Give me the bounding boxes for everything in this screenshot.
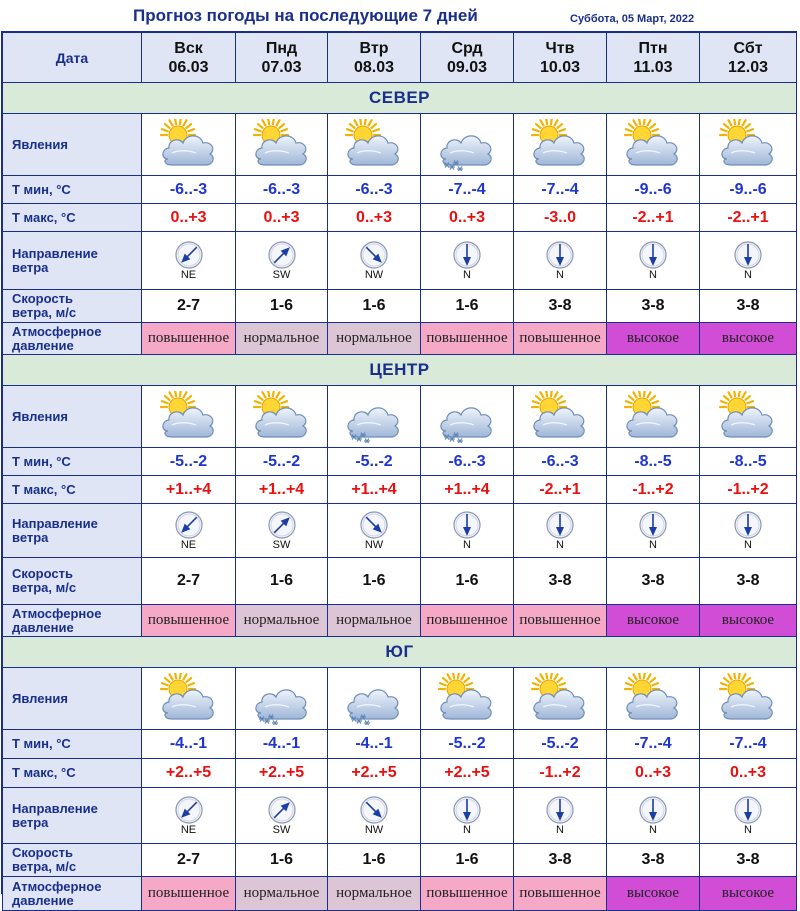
cloud-snow-icon bbox=[436, 391, 498, 443]
weather-cell bbox=[236, 386, 328, 448]
phenomena-label bbox=[3, 668, 142, 730]
wind-direction-compass-icon bbox=[545, 240, 575, 270]
pressure-label bbox=[3, 877, 142, 911]
region-header-row bbox=[3, 355, 797, 386]
wind-direction-label-line: ветра bbox=[12, 529, 49, 545]
wind-direction-cell bbox=[236, 788, 328, 844]
wind-speed-value: 3-8 bbox=[700, 290, 797, 323]
cloud-sun-icon bbox=[622, 673, 684, 725]
weather-cell bbox=[607, 386, 700, 448]
pressure-label-line: Атмосферное bbox=[12, 605, 102, 621]
region-name: СЕВЕР bbox=[3, 83, 797, 114]
cloud-sun-icon bbox=[158, 391, 220, 443]
phenomena-row bbox=[3, 386, 797, 448]
region-name: ЦЕНТР bbox=[3, 355, 797, 386]
weather-cell bbox=[142, 386, 236, 448]
wind-speed-value: 3-8 bbox=[607, 290, 700, 323]
tmax-value: -3..0 bbox=[514, 204, 607, 232]
phenomena-label-line: Явления bbox=[12, 408, 68, 424]
wind-speed-value: 1-6 bbox=[328, 844, 421, 877]
day-date: 08.03 bbox=[353, 58, 395, 76]
tmin-value: -4..-1 bbox=[236, 730, 328, 759]
wind-speed-label-line: Скорость bbox=[12, 845, 73, 860]
weather-cell bbox=[142, 668, 236, 730]
wind-direction-label-line: ветра bbox=[12, 259, 49, 275]
weather-cell bbox=[421, 668, 514, 730]
wind-speed-value: 3-8 bbox=[607, 844, 700, 877]
wind-direction-compass-icon bbox=[174, 795, 204, 825]
wind-direction-compass-icon bbox=[267, 795, 297, 825]
tmin-value: -7..-4 bbox=[421, 176, 514, 204]
pressure-value: повышенное bbox=[142, 605, 236, 637]
date-header-label: Дата bbox=[3, 33, 142, 83]
wind-speed-label-line: Скорость bbox=[12, 566, 73, 581]
day-date: 10.03 bbox=[539, 58, 581, 76]
tmax-row bbox=[3, 476, 797, 504]
tmax-value: 0..+3 bbox=[421, 204, 514, 232]
wind-direction-compass-icon bbox=[733, 240, 763, 270]
wind-direction-cell bbox=[514, 788, 607, 844]
wind-direction-compass-icon bbox=[174, 510, 204, 540]
tmin-value: -7..-4 bbox=[514, 176, 607, 204]
tmin-row bbox=[3, 730, 797, 759]
weather-cell bbox=[607, 668, 700, 730]
page-title: Прогноз погоды на последующие 7 дней bbox=[133, 6, 478, 25]
tmin-value: -6..-3 bbox=[328, 176, 421, 204]
day-header bbox=[607, 33, 700, 83]
day-header bbox=[236, 33, 328, 83]
days-header-row bbox=[3, 33, 797, 83]
tmax-value: +1..+4 bbox=[421, 476, 514, 504]
tmax-row bbox=[3, 759, 797, 788]
pressure-label-line: давление bbox=[12, 337, 74, 353]
tmin-value: -5..-2 bbox=[328, 448, 421, 476]
wind-speed-value: 1-6 bbox=[421, 844, 514, 877]
weather-cell bbox=[700, 386, 797, 448]
weather-cell bbox=[421, 386, 514, 448]
tmin-value: -6..-3 bbox=[236, 176, 328, 204]
day-date: 11.03 bbox=[633, 58, 673, 76]
tmin-label bbox=[3, 730, 142, 759]
weather-cell bbox=[514, 386, 607, 448]
wind-direction-text: N bbox=[649, 269, 657, 281]
pressure-value: повышенное bbox=[142, 877, 236, 911]
day-name: Вск bbox=[174, 39, 203, 57]
day-name: Втр bbox=[359, 39, 389, 57]
day-date: 06.03 bbox=[168, 58, 209, 76]
wind-direction-compass-icon bbox=[638, 510, 668, 540]
wind-speed-label bbox=[3, 558, 142, 605]
tmax-value: +1..+4 bbox=[236, 476, 328, 504]
wind-speed-value: 3-8 bbox=[700, 844, 797, 877]
wind-direction-cell bbox=[700, 788, 797, 844]
tmax-value: -1..+2 bbox=[607, 476, 700, 504]
tmax-value: 0..+3 bbox=[700, 759, 797, 788]
tmax-value: -1..+2 bbox=[514, 759, 607, 788]
wind-direction-compass-icon bbox=[359, 510, 389, 540]
wind-speed-value: 2-7 bbox=[142, 558, 236, 605]
tmin-value: -6..-3 bbox=[514, 448, 607, 476]
wind-direction-cell bbox=[142, 788, 236, 844]
tmin-value: -5..-2 bbox=[236, 448, 328, 476]
day-name: Срд bbox=[451, 39, 483, 57]
weather-cell bbox=[236, 114, 328, 176]
weather-cell bbox=[514, 668, 607, 730]
wind-direction-compass-icon bbox=[545, 795, 575, 825]
page-header bbox=[0, 0, 800, 32]
wind-direction-compass-icon bbox=[267, 240, 297, 270]
pressure-value: нормальное bbox=[236, 877, 328, 911]
wind-direction-text: N bbox=[649, 824, 657, 836]
region-header-row bbox=[3, 637, 797, 668]
wind-direction-cell bbox=[421, 232, 514, 290]
pressure-value: высокое bbox=[700, 877, 797, 911]
pressure-value: нормальное bbox=[236, 323, 328, 355]
wind-direction-label bbox=[3, 504, 142, 558]
cloud-sun-icon bbox=[158, 119, 220, 171]
weather-cell bbox=[236, 668, 328, 730]
tmin-row bbox=[3, 448, 797, 476]
pressure-value: высокое bbox=[607, 605, 700, 637]
wind-speed-row bbox=[3, 844, 797, 877]
pressure-value: повышенное bbox=[421, 877, 514, 911]
wind-direction-text: SW bbox=[272, 269, 291, 281]
wind-direction-cell bbox=[328, 504, 421, 558]
wind-direction-compass-icon bbox=[452, 240, 482, 270]
day-header bbox=[514, 33, 607, 83]
tmax-label-line: Т макс, °С bbox=[12, 765, 76, 780]
pressure-value: высокое bbox=[607, 323, 700, 355]
wind-speed-label bbox=[3, 844, 142, 877]
pressure-value: высокое bbox=[700, 605, 797, 637]
wind-direction-cell bbox=[142, 232, 236, 290]
tmax-value: -2..+1 bbox=[607, 204, 700, 232]
tmax-label-line: Т макс, °С bbox=[12, 481, 76, 497]
wind-direction-cell bbox=[700, 232, 797, 290]
tmin-value: -7..-4 bbox=[700, 730, 797, 759]
wind-direction-compass-icon bbox=[733, 795, 763, 825]
wind-speed-value: 3-8 bbox=[700, 558, 797, 605]
wind-direction-cell bbox=[142, 504, 236, 558]
wind-direction-text: NE bbox=[180, 269, 197, 281]
region-header-row bbox=[3, 83, 797, 114]
wind-direction-compass-icon bbox=[452, 795, 482, 825]
wind-direction-label-line: Направление bbox=[12, 245, 98, 261]
wind-speed-value: 1-6 bbox=[236, 558, 328, 605]
wind-speed-label-line: ветра, м/с bbox=[12, 859, 77, 874]
cloud-sun-icon bbox=[529, 391, 591, 443]
wind-direction-label-line: Направление bbox=[12, 515, 98, 531]
cloud-sun-icon bbox=[529, 119, 591, 171]
cloud-sun-icon bbox=[251, 119, 313, 171]
wind-direction-label-line: Направление bbox=[12, 800, 98, 816]
wind-direction-cell bbox=[421, 504, 514, 558]
day-header bbox=[142, 33, 236, 83]
wind-direction-label-line: ветра bbox=[12, 814, 49, 830]
wind-direction-text: N bbox=[463, 539, 471, 551]
wind-direction-cell bbox=[607, 504, 700, 558]
cloud-sun-icon bbox=[158, 673, 220, 725]
weather-cell bbox=[328, 668, 421, 730]
cloud-sun-icon bbox=[717, 673, 779, 725]
day-name: Пнд bbox=[265, 39, 298, 57]
day-date: 07.03 bbox=[261, 58, 302, 76]
current-date: Суббота, 05 Март, 2022 bbox=[570, 13, 695, 25]
day-header bbox=[421, 33, 514, 83]
tmin-value: -9..-6 bbox=[700, 176, 797, 204]
wind-speed-label-line: Скорость bbox=[12, 291, 73, 306]
wind-direction-cell bbox=[607, 788, 700, 844]
cloud-snow-icon bbox=[343, 673, 405, 725]
wind-direction-compass-icon bbox=[359, 240, 389, 270]
tmin-value: -4..-1 bbox=[328, 730, 421, 759]
wind-speed-value: 2-7 bbox=[142, 290, 236, 323]
wind-direction-cell bbox=[236, 504, 328, 558]
pressure-value: повышенное bbox=[514, 323, 607, 355]
wind-direction-text: SW bbox=[272, 824, 291, 836]
weather-cell bbox=[142, 114, 236, 176]
pressure-row bbox=[3, 605, 797, 637]
wind-direction-cell bbox=[328, 232, 421, 290]
wind-direction-text: NE bbox=[180, 824, 197, 836]
phenomena-row bbox=[3, 114, 797, 176]
wind-speed-value: 1-6 bbox=[236, 290, 328, 323]
wind-direction-compass-icon bbox=[174, 240, 204, 270]
pressure-label-line: давление bbox=[12, 619, 74, 635]
wind-direction-row bbox=[3, 788, 797, 844]
pressure-value: нормальное bbox=[328, 323, 421, 355]
wind-direction-compass-icon bbox=[638, 240, 668, 270]
weather-cell bbox=[328, 386, 421, 448]
tmax-label bbox=[3, 759, 142, 788]
wind-direction-compass-icon bbox=[545, 510, 575, 540]
day-header bbox=[328, 33, 421, 83]
pressure-label bbox=[3, 605, 142, 637]
pressure-label-line: давление bbox=[12, 892, 74, 908]
pressure-value: высокое bbox=[607, 877, 700, 911]
pressure-value: повышенное bbox=[514, 605, 607, 637]
forecast-table bbox=[2, 32, 797, 911]
wind-direction-compass-icon bbox=[733, 510, 763, 540]
cloud-sun-icon bbox=[436, 673, 498, 725]
wind-speed-value: 1-6 bbox=[421, 290, 514, 323]
wind-direction-text: N bbox=[463, 269, 471, 281]
phenomena-label bbox=[3, 114, 142, 176]
pressure-row bbox=[3, 877, 797, 911]
tmax-value: -1..+2 bbox=[700, 476, 797, 504]
wind-direction-cell bbox=[700, 504, 797, 558]
tmin-value: -8..-5 bbox=[700, 448, 797, 476]
forecast-table-wrapper bbox=[1, 31, 797, 908]
tmin-row bbox=[3, 176, 797, 204]
wind-direction-text: N bbox=[744, 539, 752, 551]
wind-direction-compass-icon bbox=[638, 795, 668, 825]
wind-direction-cell bbox=[607, 232, 700, 290]
tmax-value: +2..+5 bbox=[421, 759, 514, 788]
cloud-sun-icon bbox=[717, 119, 779, 171]
wind-direction-cell bbox=[421, 788, 514, 844]
tmax-label bbox=[3, 204, 142, 232]
wind-direction-text: N bbox=[463, 824, 471, 836]
wind-direction-cell bbox=[514, 504, 607, 558]
cloud-sun-icon bbox=[529, 673, 591, 725]
cloud-snow-icon bbox=[343, 391, 405, 443]
wind-direction-text: NE bbox=[180, 539, 197, 551]
wind-direction-compass-icon bbox=[359, 795, 389, 825]
weather-cell bbox=[421, 114, 514, 176]
wind-direction-cell bbox=[328, 788, 421, 844]
tmin-value: -6..-3 bbox=[421, 448, 514, 476]
tmin-label bbox=[3, 448, 142, 476]
wind-speed-value: 1-6 bbox=[328, 290, 421, 323]
weather-cell bbox=[328, 114, 421, 176]
weather-cell bbox=[514, 114, 607, 176]
wind-direction-text: N bbox=[556, 269, 564, 281]
pressure-label-line: Атмосферное bbox=[12, 323, 102, 339]
cloud-sun-icon bbox=[622, 119, 684, 171]
wind-direction-compass-icon bbox=[267, 510, 297, 540]
wind-direction-text: SW bbox=[272, 539, 291, 551]
pressure-value: повышенное bbox=[421, 323, 514, 355]
region-name: ЮГ bbox=[3, 637, 797, 668]
tmin-label-line: Т мин, °С bbox=[12, 736, 71, 751]
wind-direction-text: NW bbox=[364, 824, 384, 836]
cloud-sun-icon bbox=[622, 391, 684, 443]
cloud-sun-icon bbox=[251, 391, 313, 443]
wind-speed-label-line: ветра, м/с bbox=[12, 305, 77, 320]
pressure-value: повышенное bbox=[514, 877, 607, 911]
tmin-value: -5..-2 bbox=[514, 730, 607, 759]
weather-cell bbox=[607, 114, 700, 176]
tmax-value: +2..+5 bbox=[236, 759, 328, 788]
tmax-label-line: Т макс, °С bbox=[12, 209, 76, 225]
day-header bbox=[700, 33, 797, 83]
wind-direction-text: NW bbox=[364, 539, 384, 551]
wind-speed-value: 3-8 bbox=[607, 558, 700, 605]
tmin-value: -9..-6 bbox=[607, 176, 700, 204]
tmax-value: 0..+3 bbox=[328, 204, 421, 232]
tmax-value: +2..+5 bbox=[328, 759, 421, 788]
wind-direction-text: N bbox=[744, 269, 752, 281]
wind-direction-cell bbox=[236, 232, 328, 290]
wind-direction-row bbox=[3, 232, 797, 290]
wind-direction-text: N bbox=[649, 539, 657, 551]
weather-cell bbox=[700, 668, 797, 730]
tmax-value: 0..+3 bbox=[142, 204, 236, 232]
wind-speed-value: 3-8 bbox=[514, 844, 607, 877]
pressure-row bbox=[3, 323, 797, 355]
wind-direction-text: N bbox=[744, 824, 752, 836]
wind-speed-row bbox=[3, 290, 797, 323]
day-name: Чтв bbox=[545, 39, 575, 57]
tmax-label bbox=[3, 476, 142, 504]
tmax-value: +1..+4 bbox=[142, 476, 236, 504]
wind-direction-text: NW bbox=[364, 269, 384, 281]
pressure-value: нормальное bbox=[328, 877, 421, 911]
tmin-label-line: Т мин, °С bbox=[12, 181, 71, 197]
pressure-value: нормальное bbox=[328, 605, 421, 637]
wind-speed-value: 3-8 bbox=[514, 558, 607, 605]
wind-speed-value: 3-8 bbox=[514, 290, 607, 323]
wind-direction-label bbox=[3, 788, 142, 844]
tmax-value: +1..+4 bbox=[328, 476, 421, 504]
wind-speed-value: 1-6 bbox=[421, 558, 514, 605]
wind-speed-label-line: ветра, м/с bbox=[12, 580, 77, 595]
phenomena-row bbox=[3, 668, 797, 730]
weather-cell bbox=[700, 114, 797, 176]
wind-direction-label bbox=[3, 232, 142, 290]
wind-speed-value: 2-7 bbox=[142, 844, 236, 877]
wind-speed-value: 1-6 bbox=[236, 844, 328, 877]
wind-speed-label bbox=[3, 290, 142, 323]
pressure-value: нормальное bbox=[236, 605, 328, 637]
wind-speed-row bbox=[3, 558, 797, 605]
cloud-sun-icon bbox=[343, 119, 405, 171]
pressure-label-line: Атмосферное bbox=[12, 878, 102, 894]
wind-speed-value: 1-6 bbox=[328, 558, 421, 605]
pressure-value: повышенное bbox=[142, 323, 236, 355]
wind-direction-cell bbox=[514, 232, 607, 290]
tmax-value: +2..+5 bbox=[142, 759, 236, 788]
cloud-sun-icon bbox=[717, 391, 779, 443]
cloud-snow-icon bbox=[251, 673, 313, 725]
phenomena-label bbox=[3, 386, 142, 448]
day-name: Сбт bbox=[733, 39, 763, 57]
wind-direction-row bbox=[3, 504, 797, 558]
tmin-value: -5..-2 bbox=[142, 448, 236, 476]
phenomena-label-line: Явления bbox=[12, 136, 68, 152]
tmin-label bbox=[3, 176, 142, 204]
day-name: Птн bbox=[638, 39, 668, 57]
tmin-value: -5..-2 bbox=[421, 730, 514, 759]
tmax-value: 0..+3 bbox=[607, 759, 700, 788]
pressure-value: повышенное bbox=[421, 605, 514, 637]
day-date: 09.03 bbox=[446, 58, 488, 76]
day-date: 12.03 bbox=[727, 58, 769, 76]
phenomena-label-line: Явления bbox=[12, 690, 68, 706]
tmin-value: -6..-3 bbox=[142, 176, 236, 204]
tmin-label-line: Т мин, °С bbox=[12, 453, 71, 469]
pressure-value: высокое bbox=[700, 323, 797, 355]
wind-direction-text: N bbox=[556, 539, 564, 551]
tmax-value: -2..+1 bbox=[514, 476, 607, 504]
tmax-row bbox=[3, 204, 797, 232]
tmax-value: 0..+3 bbox=[236, 204, 328, 232]
tmax-value: -2..+1 bbox=[700, 204, 797, 232]
tmin-value: -7..-4 bbox=[607, 730, 700, 759]
pressure-label bbox=[3, 323, 142, 355]
tmin-value: -4..-1 bbox=[142, 730, 236, 759]
wind-direction-text: N bbox=[556, 824, 564, 836]
wind-direction-compass-icon bbox=[452, 510, 482, 540]
cloud-snow-icon bbox=[436, 119, 498, 171]
tmin-value: -8..-5 bbox=[607, 448, 700, 476]
